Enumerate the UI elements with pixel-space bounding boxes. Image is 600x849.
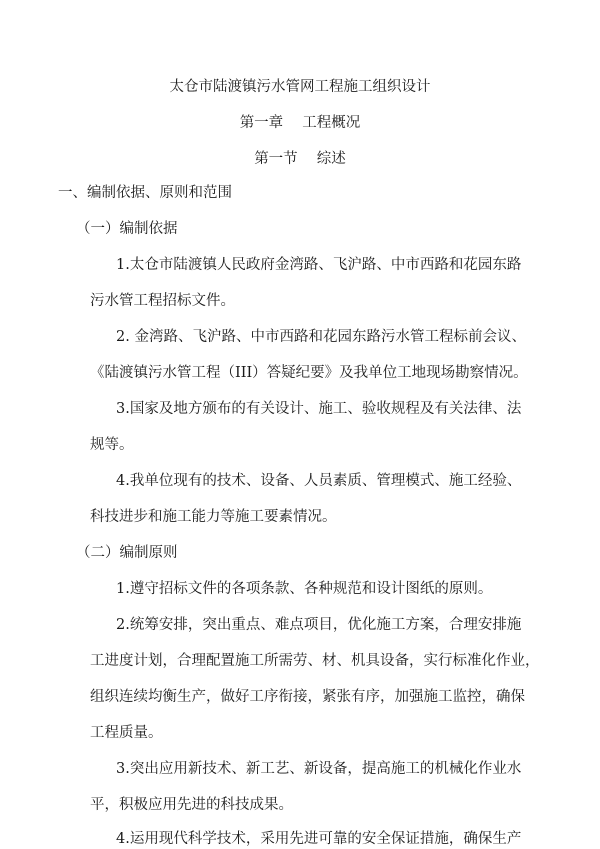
principle-item-3-line-2: 平，积极应用先进的科技成果。: [90, 797, 293, 813]
basis-item-4-line-1: 4.我单位现有的技术、设备、人员素质、管理模式、施工经验、: [116, 473, 522, 489]
principle-item-2-line-1: 2.统筹安排，突出重点、难点项目，优化施工方案，合理安排施: [116, 617, 522, 633]
basis-item-1-line-2: 污水管工程招标文件。: [90, 293, 235, 309]
basis-item-3-line-1: 3.国家及地方颁布的有关设计、施工、验收规程及有关法律、法: [116, 401, 522, 417]
basis-item-2-line-1: 2. 金湾路、飞沪路、中市西路和花园东路污水管工程标前会议、: [116, 329, 526, 345]
principle-item-1: 1.遵守招标文件的各项条款、各种规范和设计图纸的原则。: [116, 581, 493, 597]
principle-item-4-line-1: 4.运用现代科学技术，采用先进可靠的安全保证措施，确保生产: [116, 831, 522, 847]
basis-item-3-line-2: 规等。: [90, 437, 134, 453]
chapter-heading: 第一章 工程概况: [239, 115, 361, 131]
basis-item-4-line-2: 科技进步和施工能力等施工要素情况。: [90, 509, 337, 525]
principle-item-2-line-2: 工进度计划，合理配置施工所需劳、材、机具设备，实行标准化作业，: [90, 653, 540, 669]
principle-item-3-line-1: 3.突出应用新技术、新工艺、新设备，提高施工的机械化作业水: [116, 761, 522, 777]
section-heading: 第一节 综述: [254, 151, 346, 167]
basis-item-1-line-1: 1.太仓市陆渡镇人民政府金湾路、飞沪路、中市西路和花园东路: [116, 257, 522, 273]
heading-compilation-basis-principles-scope: 一、编制依据、原则和范围: [58, 185, 232, 201]
basis-item-2-line-2: 《陆渡镇污水管工程（III）答疑纪要》及我单位工地现场勘察情况。: [90, 365, 528, 381]
subheading-compilation-principles: （二）编制原则: [76, 545, 178, 561]
subheading-compilation-basis: （一）编制依据: [76, 221, 178, 237]
principle-item-2-line-3: 组织连续均衡生产，做好工序衔接，紧张有序，加强施工监控，确保: [90, 689, 525, 705]
document-title: 太仓市陆渡镇污水管网工程施工组织设计: [169, 79, 431, 95]
principle-item-2-line-4: 工程质量。: [90, 725, 163, 741]
